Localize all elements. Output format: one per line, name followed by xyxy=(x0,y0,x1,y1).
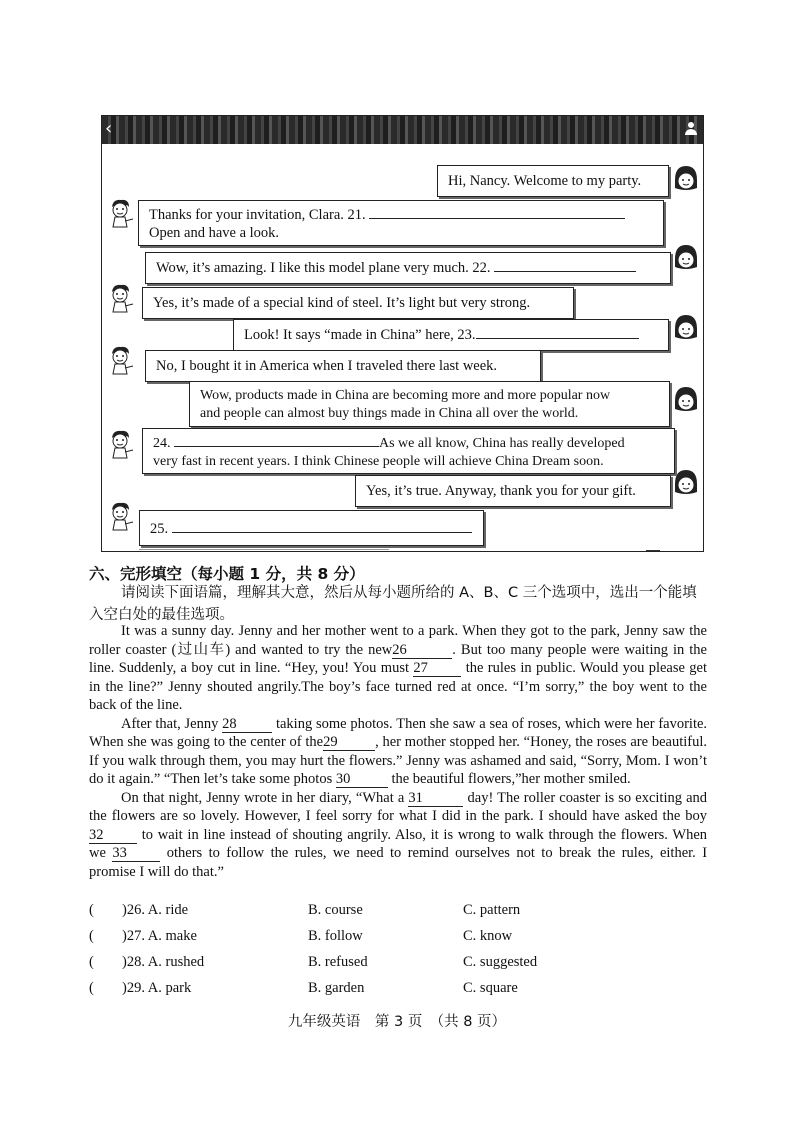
clara-avatar-icon xyxy=(672,385,700,419)
nancy-avatar-icon xyxy=(107,428,135,462)
answer-paren[interactable]: ( xyxy=(89,902,94,918)
answer-blank-22[interactable] xyxy=(494,259,636,272)
chat-message-text: Yes, it’s made of a special kind of steel. It’s light but very strong. xyxy=(153,295,531,311)
passage-paragraph: On that night, Jenny wrote in her diary, “What a 31 day! The roller coaster is so exciting and the flowers are so lovely. However, I feel sorry for what I did in the park. I should have asked the boy 32 to wait in line instead of shouting angrily. Also, it is wrong to walk through the flowers. When we 33 others to follow the rules, we need to remind ourselves not to break the rules, either. I promise I will do that.” xyxy=(89,789,708,880)
passage-paragraph: It was a sunny day. Jenny and her mother went to a park. When they got to the park, Jenny saw the roller coaster (过山车) and wanted to try the new26 . But too many people were waiting in the line. Suddenly, a boy cut in line. “Hey, you! You must 27 the rules in public. Would you please get in the line?” Jenny shouted angrily.The boy’s face turned red at once. “I’m sorry,” the boy went to the back of the line. xyxy=(89,623,708,713)
chat-message-text: and people can almost buy things made in China all over the world. xyxy=(200,406,579,421)
chat-message-text: very fast in recent years. I think Chinese people will achieve China Dream soon. xyxy=(153,454,604,469)
chat-bubble-clara xyxy=(355,475,671,507)
chat-bubble-clara xyxy=(233,319,669,351)
chat-message-text: Yes, it’s true. Anyway, thank you for your gift. xyxy=(366,483,636,499)
question-row xyxy=(89,928,709,950)
answer-paren[interactable]: ( xyxy=(89,954,94,970)
cloze-blank-32[interactable]: 32 xyxy=(89,828,137,844)
answer-paren[interactable]: ( xyxy=(89,928,94,944)
chat-bubble-nancy xyxy=(142,287,574,319)
chat-bubble-nancy xyxy=(145,350,541,382)
question-row xyxy=(89,902,709,924)
option-a[interactable]: )27. A. make xyxy=(122,928,197,944)
question-row xyxy=(89,980,709,1002)
chat-message-text: Wow, products made in China are becoming more and more popular now xyxy=(200,388,611,403)
chat-top-bar xyxy=(102,116,703,144)
cloze-blank-29[interactable]: 29 xyxy=(323,735,375,751)
chat-bubble-nancy xyxy=(142,428,675,474)
chat-message-text: Open and have a look. xyxy=(149,225,280,241)
cloze-passage xyxy=(89,622,707,881)
page-footer: 九年级英语 第 3 页 （共 8 页） xyxy=(287,1014,507,1030)
cloze-blank-31[interactable]: 31 xyxy=(408,791,463,807)
cloze-blank-30[interactable]: 30 xyxy=(336,772,388,788)
nancy-avatar-icon xyxy=(107,282,135,316)
chat-message-text: As we all know, China has really developed xyxy=(379,436,625,451)
option-b[interactable]: B. garden xyxy=(308,980,365,996)
chat-bubble-clara xyxy=(437,165,669,197)
question-number: 24. xyxy=(153,436,171,451)
clara-avatar-icon xyxy=(672,313,700,347)
passage-paragraph: After that, Jenny 28 taking some photos. Then she saw a sea of roses, which were her favorite. When she was going to the center of the29 , her mother stopped her. “Honey, the roses are beautiful. If you walk through them, you may hurt the flowers.” Jenny was ashamed and said, “Sorry, Mom. I won’t do it again.” “Then let’s take some photos 30 the beautiful flowers,”her mother smiled. xyxy=(89,715,708,787)
divider-line xyxy=(646,550,660,551)
nancy-avatar-icon xyxy=(107,197,135,231)
question-row xyxy=(89,954,709,976)
clara-avatar-icon xyxy=(672,243,700,277)
answer-blank-23[interactable] xyxy=(476,326,639,339)
nancy-avatar-icon xyxy=(107,344,135,378)
option-a[interactable]: )29. A. park xyxy=(122,980,192,996)
chat-bubble-nancy xyxy=(138,200,664,246)
cloze-blank-28[interactable]: 28 xyxy=(222,717,272,733)
nancy-avatar-icon xyxy=(107,500,135,534)
cloze-blank-33[interactable]: 33 xyxy=(112,846,160,862)
section-heading: 六、完形填空（每小题 1 分，共 8 分） xyxy=(89,565,365,583)
chat-message-text: No, I bought it in America when I traveled there last week. xyxy=(156,358,498,374)
back-arrow-icon[interactable]: ‹ xyxy=(105,118,113,139)
option-b[interactable]: B. refused xyxy=(308,954,368,970)
chat-bubble-clara xyxy=(189,381,670,427)
option-b[interactable]: B. course xyxy=(308,902,363,918)
chat-bubble-nancy xyxy=(139,510,484,546)
answer-blank-24[interactable] xyxy=(174,434,379,447)
divider-line xyxy=(139,549,389,550)
question-number: 25. xyxy=(150,521,169,537)
option-a[interactable]: )28. A. rushed xyxy=(122,954,205,970)
option-b[interactable]: B. follow xyxy=(308,928,363,944)
section-instructions: 请阅读下面语篇，理解其大意，然后从每小题所给的 A、B、C 三个选项中，选出一个能填入空白处的最佳选项。 xyxy=(89,585,697,623)
user-icon[interactable] xyxy=(685,122,697,136)
chat-message-text: Thanks for your invitation, Clara. 21. xyxy=(149,207,366,223)
option-a[interactable]: )26. A. ride xyxy=(122,902,189,918)
chat-message-text: Hi, Nancy. Welcome to my party. xyxy=(448,173,642,189)
answer-blank-21[interactable] xyxy=(369,206,625,219)
option-c[interactable]: C. square xyxy=(463,980,518,996)
clara-avatar-icon xyxy=(672,468,700,502)
chat-message-text: Look! It says “made in China” here, 23. xyxy=(244,327,476,343)
cloze-blank-26[interactable]: 26 xyxy=(392,643,452,659)
option-c[interactable]: C. know xyxy=(463,928,513,944)
option-c[interactable]: C. suggested xyxy=(463,954,538,970)
answer-blank-25[interactable] xyxy=(172,520,472,533)
cloze-blank-27[interactable]: 27 xyxy=(413,661,461,677)
option-c[interactable]: C. pattern xyxy=(463,902,521,918)
chat-message-text: Wow, it’s amazing. I like this model plane very much. 22. xyxy=(156,260,491,276)
chat-bubble-clara xyxy=(145,252,671,284)
clara-avatar-icon xyxy=(672,164,700,198)
answer-paren[interactable]: ( xyxy=(89,980,94,996)
